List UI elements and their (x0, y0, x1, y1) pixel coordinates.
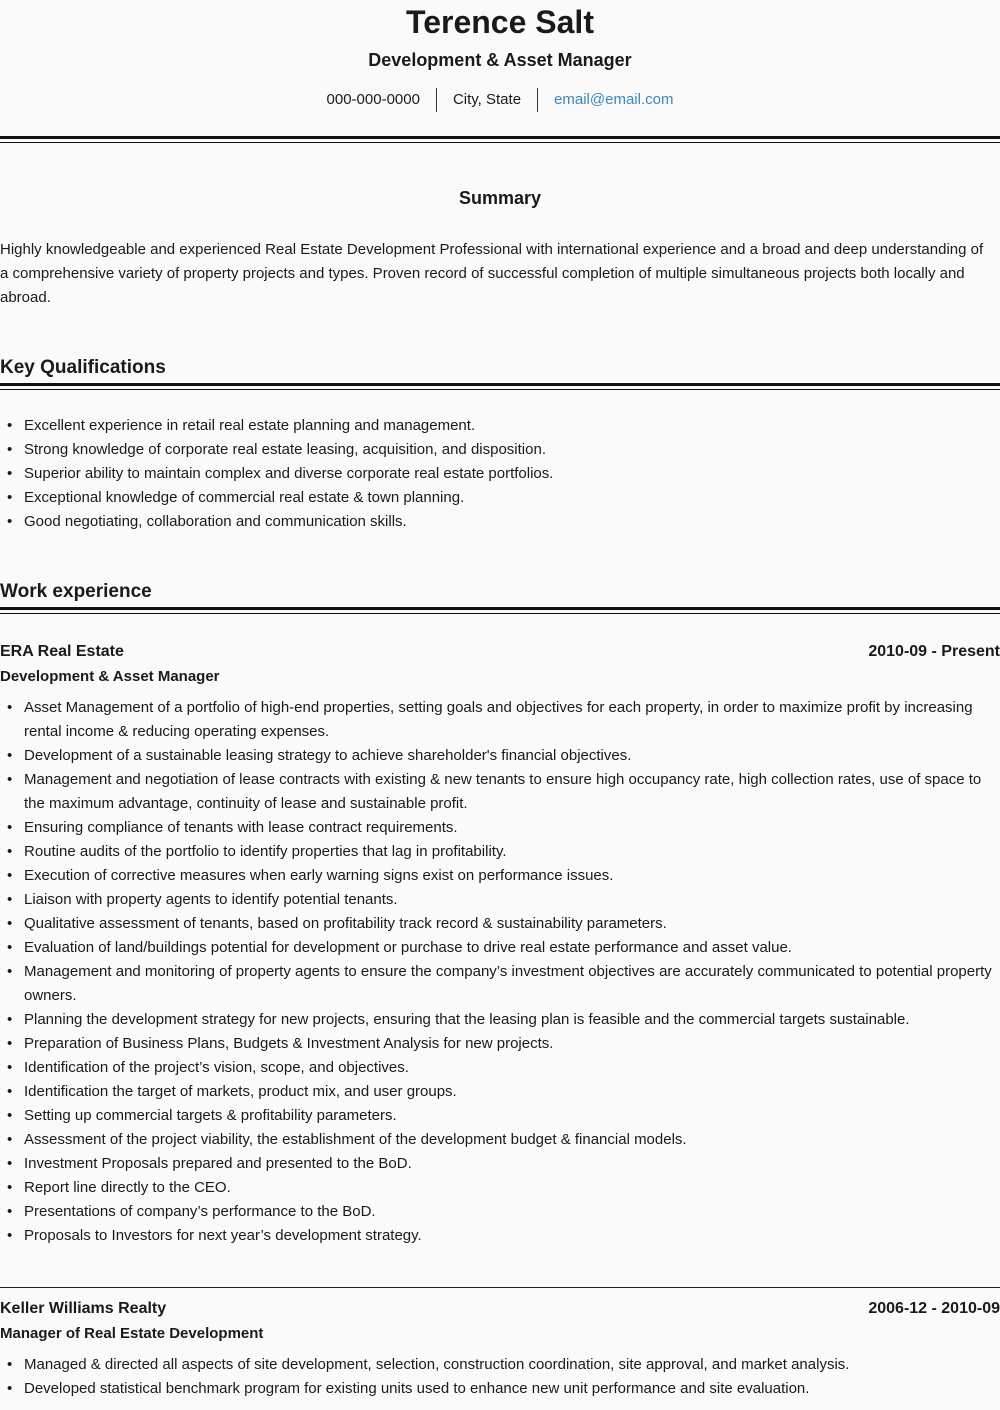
summary-heading: Summary (458, 188, 542, 208)
list-item: • Strong knowledge of corporate real estate leasing, acquisition, and disposition. (24, 438, 1000, 462)
list-item: • Liaison with property agents to identify potential tenants. (24, 888, 1000, 912)
list-item: • Ensuring compliance of tenants with lease contract requirements. (24, 816, 1000, 840)
job-header (0, 640, 1000, 664)
list-item: • Assessment of the project viability, the establishment of the development budget & financial models. (24, 1128, 1000, 1152)
qualifications-list (0, 414, 1000, 534)
contact-line (0, 88, 1000, 112)
list-item: • Execution of corrective measures when early warning signs exist on performance issues. (24, 864, 1000, 888)
candidate-name: Terence Salt (406, 4, 594, 40)
experience-heading: Work experience (0, 581, 152, 602)
job-entry (0, 1297, 1000, 1401)
list-item: • Asset Management of a portfolio of high-end properties, setting goals and objectives for each property, in order to maximize profit by increasing rental income & reducing operating expenses. (24, 696, 1000, 744)
job-bullets (0, 696, 1000, 1248)
list-item: • Excellent experience in retail real estate planning and management. (24, 414, 1000, 438)
list-item: • Development of a sustainable leasing strategy to achieve shareholder's financial objectives. (24, 744, 1000, 768)
list-item: • Presentations of company’s performance to the BoD. (24, 1200, 1000, 1224)
phone-number: 000-000-0000 (326, 91, 420, 108)
list-item: • Investment Proposals prepared and presented to the BoD. (24, 1152, 1000, 1176)
list-item: • Developed statistical benchmark program for existing units used to enhance new unit performance and site evaluation. (24, 1377, 1000, 1401)
list-item: • Planning the development strategy for new projects, ensuring that the leasing plan is feasible and the commercial targets sustainable. (24, 1008, 1000, 1032)
list-item: • Preparation of Business Plans, Budgets & Investment Analysis for new projects. (24, 1032, 1000, 1056)
location: City, State (452, 91, 522, 108)
list-item: • Superior ability to maintain complex and diverse corporate real estate portfolios. (24, 462, 1000, 486)
list-item: • Routine audits of the portfolio to identify properties that lag in profitability. (24, 840, 1000, 864)
list-item: • Management and negotiation of lease contracts with existing & new tenants to ensure high occupancy rate, high collection rates, use of space to the maximum advantage, continuity of lease and sustainable profit. (24, 768, 1000, 816)
list-item: • Evaluation of land/buildings potential for development or purchase to drive real estate performance and asset value. (24, 936, 1000, 960)
experience-divider (0, 607, 1000, 610)
list-item: • Exceptional knowledge of commercial real estate & town planning. (24, 486, 1000, 510)
list-item: • Setting up commercial targets & profitability parameters. (24, 1104, 1000, 1128)
job-role: Development & Asset Manager (0, 668, 220, 685)
job-divider (0, 1287, 1000, 1288)
list-item: • Identification of the project’s vision, scope, and objectives. (24, 1056, 1000, 1080)
job-role: Manager of Real Estate Development (0, 1325, 264, 1342)
job-entry (0, 640, 1000, 1248)
list-item: • Qualitative assessment of tenants, based on profitability track record & sustainability parameters. (24, 912, 1000, 936)
list-item: • Identification the target of markets, product mix, and user groups. (24, 1080, 1000, 1104)
company-name: Keller Williams Realty (0, 1300, 167, 1317)
list-item: • Managed & directed all aspects of site development, selection, construction coordination, site approval, and market analysis. (24, 1353, 1000, 1377)
list-item: • Proposals to Investors for next year’s development strategy. (24, 1224, 1000, 1248)
job-header (0, 1297, 1000, 1321)
company-name: ERA Real Estate (0, 643, 124, 660)
list-item: • Good negotiating, collaboration and communication skills. (24, 510, 1000, 534)
job-dates: 2006-12 - 2010-09 (868, 1300, 1000, 1317)
job-bullets (0, 1353, 1000, 1401)
candidate-title: Development & Asset Manager (368, 50, 632, 70)
summary-text: Highly knowledgeable and experienced Real Estate Development Professional with international experience and a broad and deep understanding of a comprehensive variety of property projects and types. Proven record of successful completion of multiple simultaneous projects both locally and abroad. (0, 241, 984, 306)
list-item: • Report line directly to the CEO. (24, 1176, 1000, 1200)
resume-header (0, 0, 1000, 112)
list-item: • Management and monitoring of property agents to ensure the company’s investment objectives are accurately communicated to potential property owners. (24, 960, 1000, 1008)
header-divider (0, 136, 1000, 139)
qualifications-heading: Key Qualifications (0, 357, 166, 378)
qualifications-divider (0, 383, 1000, 386)
email-link[interactable]: email@email.com (554, 91, 674, 108)
job-dates: 2010-09 - Present (868, 643, 1000, 660)
